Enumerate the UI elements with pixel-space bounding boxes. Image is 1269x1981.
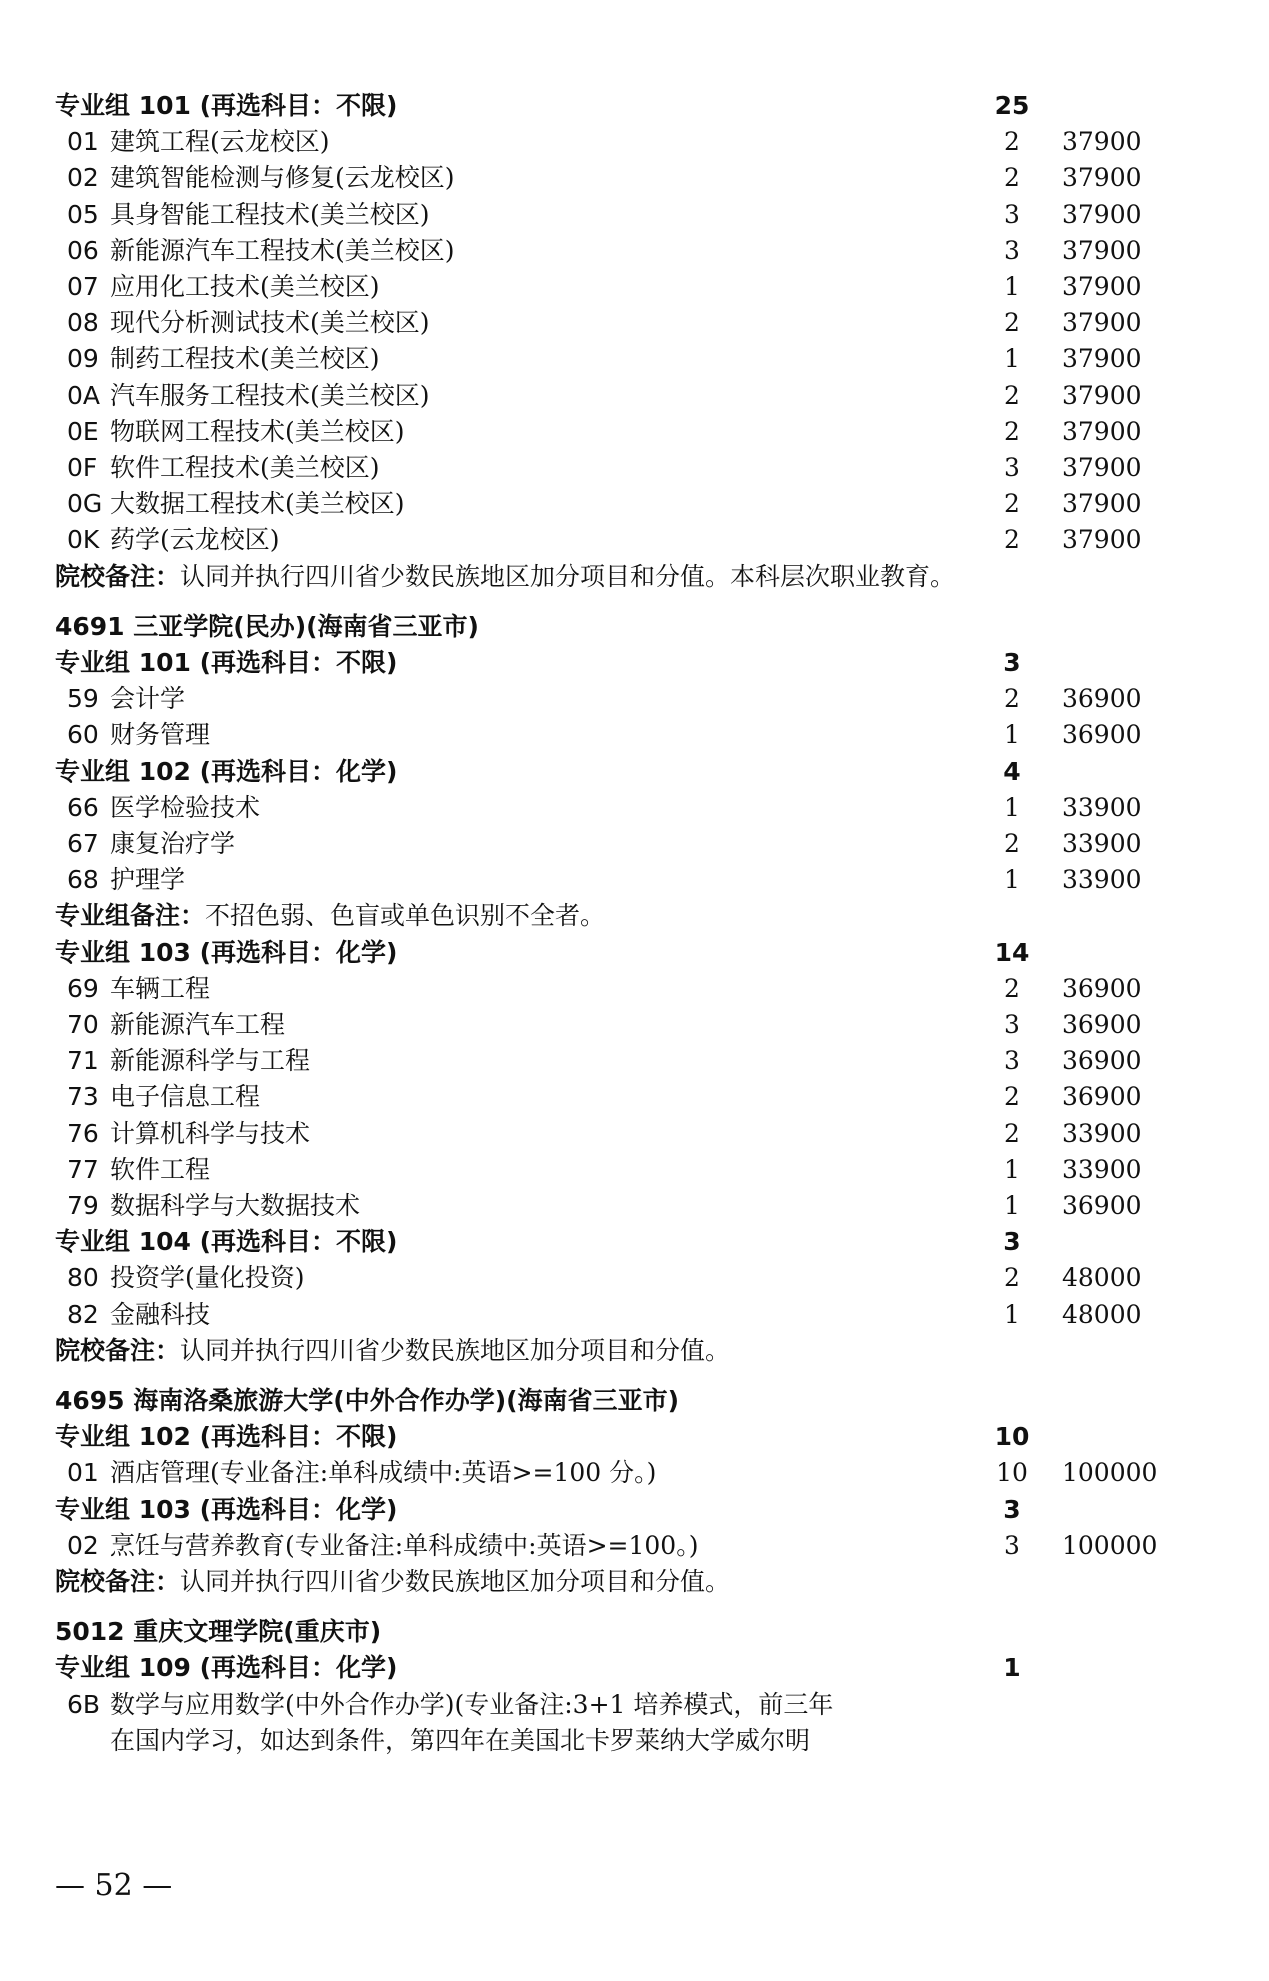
major-code: 71 bbox=[67, 1046, 99, 1075]
major-row bbox=[0, 862, 1269, 898]
major-code: 0F bbox=[67, 453, 98, 482]
major-count: 2 bbox=[1004, 525, 1020, 554]
major-row bbox=[0, 1260, 1269, 1296]
major-count: 2 bbox=[1004, 1119, 1020, 1148]
major-row bbox=[0, 1116, 1269, 1152]
major-row bbox=[0, 1079, 1269, 1115]
major-name: 投资学(量化投资) bbox=[110, 1263, 305, 1292]
major-count: 2 bbox=[1004, 308, 1020, 337]
remark-text: 不招色弱、色盲或单色识别不全者。 bbox=[205, 901, 606, 930]
major-name: 数学与应用数学(中外合作办学)(专业备注:3+1 培养模式，前三年 bbox=[110, 1690, 834, 1719]
major-name: 酒店管理(专业备注:单科成绩中:英语>=100 分。) bbox=[110, 1458, 657, 1487]
major-fee: 36900 bbox=[1062, 720, 1142, 749]
major-fee: 36900 bbox=[1062, 1082, 1142, 1111]
major-name: 计算机科学与技术 bbox=[110, 1119, 311, 1148]
major-count: 10 bbox=[996, 1458, 1028, 1487]
group-count: 3 bbox=[1003, 1227, 1021, 1256]
major-row bbox=[0, 341, 1269, 377]
major-count: 2 bbox=[1004, 1263, 1020, 1292]
major-row bbox=[0, 1152, 1269, 1188]
major-count: 2 bbox=[1004, 381, 1020, 410]
major-name: 制药工程技术(美兰校区) bbox=[110, 344, 380, 373]
major-count: 2 bbox=[1004, 127, 1020, 156]
remark bbox=[55, 559, 955, 595]
remark bbox=[55, 1333, 730, 1369]
major-name: 新能源科学与工程 bbox=[110, 1046, 311, 1075]
major-name: 财务管理 bbox=[110, 720, 211, 749]
major-row bbox=[0, 160, 1269, 196]
remark-label: 院校备注： bbox=[55, 1567, 181, 1596]
major-row bbox=[0, 1297, 1269, 1333]
major-count: 1 bbox=[1004, 272, 1020, 301]
group-header bbox=[0, 754, 1269, 790]
group-label: 专业组 101 (再选科目：不限) bbox=[55, 91, 398, 120]
group-label: 专业组 104 (再选科目：不限) bbox=[55, 1227, 398, 1256]
major-code: 0E bbox=[67, 417, 99, 446]
group-label: 专业组 102 (再选科目：化学) bbox=[55, 757, 398, 786]
major-count: 2 bbox=[1004, 489, 1020, 518]
major-fee: 48000 bbox=[1062, 1300, 1142, 1329]
major-name-continued: 在国内学习，如达到条件，第四年在美国北卡罗莱纳大学威尔明 bbox=[110, 1726, 811, 1755]
remark bbox=[55, 1564, 730, 1600]
major-count: 2 bbox=[1004, 163, 1020, 192]
major-code: 76 bbox=[67, 1119, 99, 1148]
major-code: 77 bbox=[67, 1155, 99, 1184]
major-fee: 100000 bbox=[1062, 1531, 1158, 1560]
school-heading bbox=[0, 1614, 1269, 1650]
major-count: 3 bbox=[1004, 1046, 1020, 1075]
major-name: 大数据工程技术(美兰校区) bbox=[110, 489, 405, 518]
group-header bbox=[0, 1650, 1269, 1686]
major-name: 建筑工程(云龙校区) bbox=[110, 127, 330, 156]
major-row bbox=[0, 233, 1269, 269]
major-row bbox=[0, 1188, 1269, 1224]
major-fee: 37900 bbox=[1062, 272, 1142, 301]
major-code: 08 bbox=[67, 308, 99, 337]
remark-row bbox=[0, 559, 1269, 595]
major-fee: 100000 bbox=[1062, 1458, 1158, 1487]
major-count: 3 bbox=[1004, 1010, 1020, 1039]
page-number: — 52 — bbox=[55, 1868, 173, 1903]
major-code: 01 bbox=[67, 127, 99, 156]
major-row bbox=[0, 1455, 1269, 1491]
major-count: 1 bbox=[1004, 1155, 1020, 1184]
group-count: 1 bbox=[1003, 1653, 1021, 1682]
major-row bbox=[0, 1043, 1269, 1079]
major-fee: 37900 bbox=[1062, 163, 1142, 192]
major-code: 59 bbox=[67, 684, 99, 713]
remark-row bbox=[0, 1333, 1269, 1369]
major-fee: 48000 bbox=[1062, 1263, 1142, 1292]
group-count: 3 bbox=[1003, 1495, 1021, 1524]
group-header bbox=[0, 1492, 1269, 1528]
group-header bbox=[0, 1224, 1269, 1260]
major-count: 3 bbox=[1004, 200, 1020, 229]
major-code: 79 bbox=[67, 1191, 99, 1220]
major-row bbox=[0, 378, 1269, 414]
major-code: 09 bbox=[67, 344, 99, 373]
major-code: 82 bbox=[67, 1300, 99, 1329]
major-count: 3 bbox=[1004, 453, 1020, 482]
major-fee: 37900 bbox=[1062, 200, 1142, 229]
major-name: 新能源汽车工程技术(美兰校区) bbox=[110, 236, 455, 265]
major-code: 69 bbox=[67, 974, 99, 1003]
major-fee: 36900 bbox=[1062, 974, 1142, 1003]
group-label: 专业组 103 (再选科目：化学) bbox=[55, 938, 398, 967]
group-count: 3 bbox=[1003, 648, 1021, 677]
major-code: 02 bbox=[67, 1531, 99, 1560]
major-fee: 37900 bbox=[1062, 381, 1142, 410]
major-fee: 33900 bbox=[1062, 1119, 1142, 1148]
major-count: 1 bbox=[1004, 1300, 1020, 1329]
school-heading bbox=[0, 609, 1269, 645]
major-name: 电子信息工程 bbox=[110, 1082, 261, 1111]
remark-text: 认同并执行四川省少数民族地区加分项目和分值。 bbox=[180, 1567, 731, 1596]
major-row bbox=[0, 414, 1269, 450]
school-heading bbox=[0, 1383, 1269, 1419]
major-fee: 36900 bbox=[1062, 1191, 1142, 1220]
group-count: 25 bbox=[994, 91, 1030, 120]
major-fee: 33900 bbox=[1062, 865, 1142, 894]
remark-text: 认同并执行四川省少数民族地区加分项目和分值。 bbox=[180, 1336, 731, 1365]
major-name: 康复治疗学 bbox=[110, 829, 236, 858]
remark-text: 认同并执行四川省少数民族地区加分项目和分值。本科层次职业教育。 bbox=[180, 562, 956, 591]
major-row bbox=[0, 1687, 1269, 1723]
major-code: 07 bbox=[67, 272, 99, 301]
major-name: 车辆工程 bbox=[110, 974, 211, 1003]
group-label: 专业组 109 (再选科目：化学) bbox=[55, 1653, 398, 1682]
remark-row bbox=[0, 898, 1269, 934]
school-label: 4691 三亚学院(民办)(海南省三亚市) bbox=[55, 612, 479, 641]
major-fee: 36900 bbox=[1062, 684, 1142, 713]
major-name: 软件工程 bbox=[110, 1155, 211, 1184]
major-row bbox=[0, 790, 1269, 826]
major-count: 1 bbox=[1004, 793, 1020, 822]
major-code: 73 bbox=[67, 1082, 99, 1111]
major-fee: 37900 bbox=[1062, 525, 1142, 554]
major-row bbox=[0, 1528, 1269, 1564]
major-code: 0K bbox=[67, 525, 100, 554]
major-name: 烹饪与营养教育(专业备注:单科成绩中:英语>=100。) bbox=[110, 1531, 699, 1560]
major-count: 1 bbox=[1004, 865, 1020, 894]
major-row bbox=[0, 522, 1269, 558]
major-name: 建筑智能检测与修复(云龙校区) bbox=[110, 163, 455, 192]
major-fee: 37900 bbox=[1062, 417, 1142, 446]
remark bbox=[55, 898, 605, 934]
major-row bbox=[0, 450, 1269, 486]
major-name: 应用化工技术(美兰校区) bbox=[110, 272, 380, 301]
major-code: 6B bbox=[67, 1690, 101, 1719]
major-row bbox=[0, 305, 1269, 341]
major-code: 68 bbox=[67, 865, 99, 894]
group-count: 14 bbox=[994, 938, 1030, 967]
major-count: 2 bbox=[1004, 829, 1020, 858]
major-code: 06 bbox=[67, 236, 99, 265]
major-count: 2 bbox=[1004, 1082, 1020, 1111]
major-name: 新能源汽车工程 bbox=[110, 1010, 286, 1039]
remark-label: 院校备注： bbox=[55, 562, 181, 591]
major-name: 现代分析测试技术(美兰校区) bbox=[110, 308, 430, 337]
remark-label: 院校备注： bbox=[55, 1336, 181, 1365]
school-label: 5012 重庆文理学院(重庆市) bbox=[55, 1617, 382, 1646]
major-fee: 33900 bbox=[1062, 1155, 1142, 1184]
remark-row bbox=[0, 1564, 1269, 1600]
major-count: 2 bbox=[1004, 974, 1020, 1003]
major-name: 护理学 bbox=[110, 865, 186, 894]
major-row bbox=[0, 971, 1269, 1007]
major-name: 金融科技 bbox=[110, 1300, 211, 1329]
school-label: 4695 海南洛桑旅游大学(中外合作办学)(海南省三亚市) bbox=[55, 1386, 679, 1415]
major-row bbox=[0, 1007, 1269, 1043]
remark-label: 专业组备注： bbox=[55, 901, 206, 930]
major-row bbox=[0, 197, 1269, 233]
major-fee: 37900 bbox=[1062, 236, 1142, 265]
group-count: 10 bbox=[994, 1422, 1030, 1451]
major-code: 05 bbox=[67, 200, 99, 229]
major-name: 数据科学与大数据技术 bbox=[110, 1191, 361, 1220]
major-code: 02 bbox=[67, 163, 99, 192]
major-name: 会计学 bbox=[110, 684, 186, 713]
major-name: 软件工程技术(美兰校区) bbox=[110, 453, 380, 482]
major-code: 0A bbox=[67, 381, 101, 410]
group-label: 专业组 102 (再选科目：不限) bbox=[55, 1422, 398, 1451]
major-code: 60 bbox=[67, 720, 99, 749]
group-header bbox=[0, 88, 1269, 124]
major-code: 01 bbox=[67, 1458, 99, 1487]
major-count: 2 bbox=[1004, 417, 1020, 446]
major-code: 80 bbox=[67, 1263, 99, 1292]
major-count: 3 bbox=[1004, 236, 1020, 265]
major-code: 66 bbox=[67, 793, 99, 822]
major-row bbox=[0, 717, 1269, 753]
major-fee: 37900 bbox=[1062, 344, 1142, 373]
major-row bbox=[0, 681, 1269, 717]
major-code: 70 bbox=[67, 1010, 99, 1039]
major-count: 2 bbox=[1004, 684, 1020, 713]
major-fee: 36900 bbox=[1062, 1046, 1142, 1075]
major-name: 汽车服务工程技术(美兰校区) bbox=[110, 381, 430, 410]
major-fee: 36900 bbox=[1062, 1010, 1142, 1039]
group-header bbox=[0, 1419, 1269, 1455]
major-fee: 33900 bbox=[1062, 793, 1142, 822]
major-fee: 37900 bbox=[1062, 489, 1142, 518]
group-label: 专业组 103 (再选科目：化学) bbox=[55, 1495, 398, 1524]
major-name: 物联网工程技术(美兰校区) bbox=[110, 417, 405, 446]
major-count: 3 bbox=[1004, 1531, 1020, 1560]
group-label: 专业组 101 (再选科目：不限) bbox=[55, 648, 398, 677]
continuation-line bbox=[0, 1723, 1269, 1759]
group-header bbox=[0, 645, 1269, 681]
major-fee: 37900 bbox=[1062, 127, 1142, 156]
major-name: 具身智能工程技术(美兰校区) bbox=[110, 200, 430, 229]
major-name: 医学检验技术 bbox=[110, 793, 261, 822]
major-code: 67 bbox=[67, 829, 99, 858]
major-count: 1 bbox=[1004, 720, 1020, 749]
group-count: 4 bbox=[1003, 757, 1021, 786]
group-header bbox=[0, 935, 1269, 971]
major-row bbox=[0, 269, 1269, 305]
major-count: 1 bbox=[1004, 344, 1020, 373]
major-row bbox=[0, 124, 1269, 160]
major-count: 1 bbox=[1004, 1191, 1020, 1220]
major-fee: 37900 bbox=[1062, 308, 1142, 337]
major-fee: 37900 bbox=[1062, 453, 1142, 482]
major-row bbox=[0, 486, 1269, 522]
major-fee: 33900 bbox=[1062, 829, 1142, 858]
major-code: 0G bbox=[67, 489, 103, 518]
major-row bbox=[0, 826, 1269, 862]
major-name: 药学(云龙校区) bbox=[110, 525, 280, 554]
